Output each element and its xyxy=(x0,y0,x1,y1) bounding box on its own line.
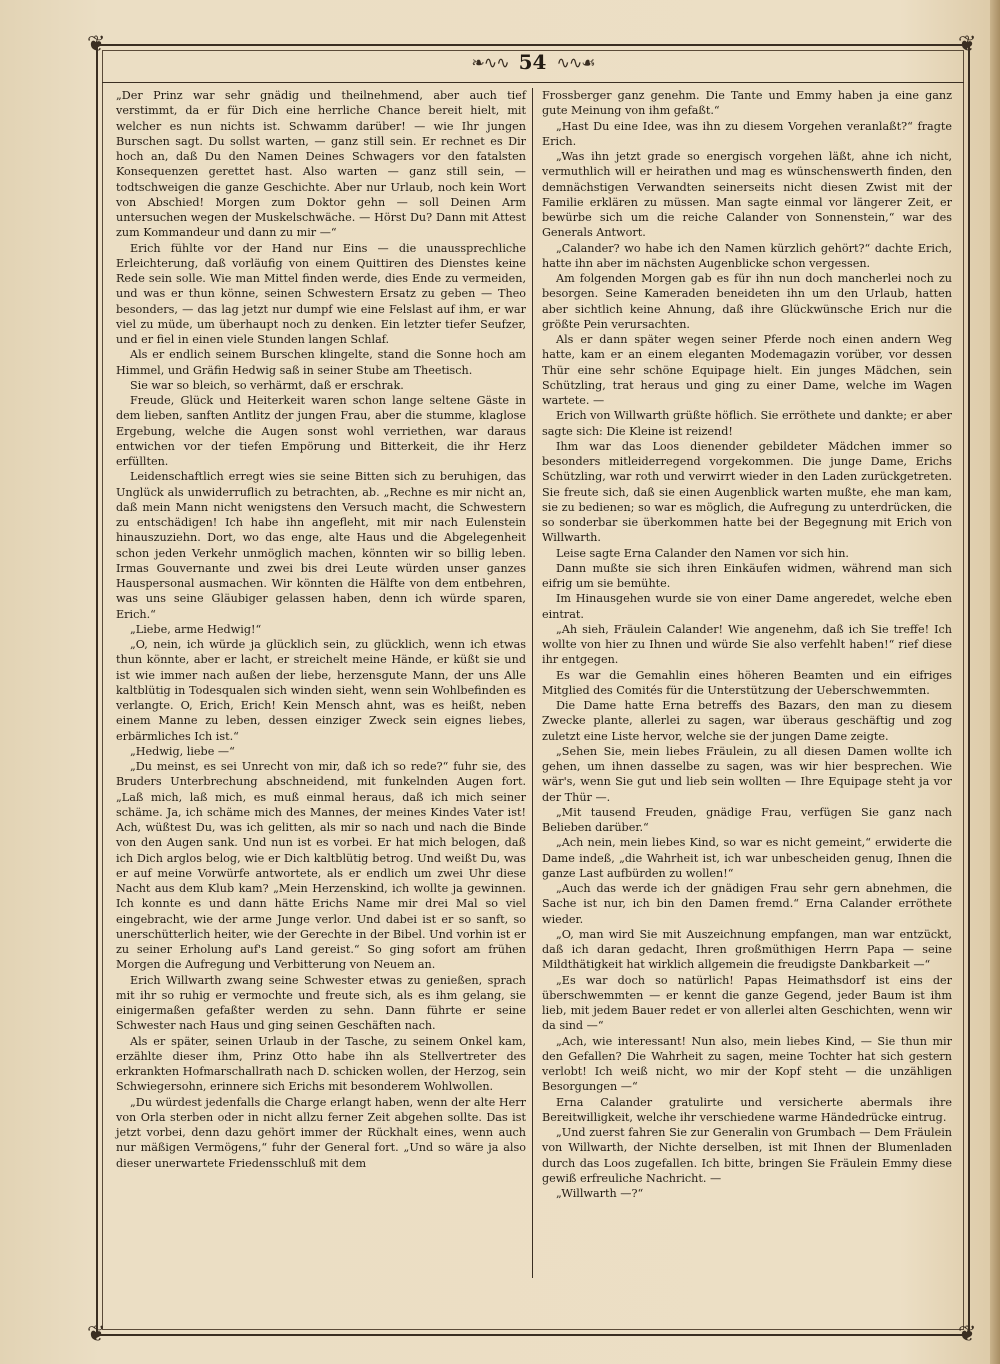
header-ornament-right-icon: ∿∿☙ xyxy=(556,52,595,72)
paragraph: „Mit tausend Freuden, gnädige Frau, verfügen Sie ganz nach Belieben darüber.“ xyxy=(542,805,952,834)
paragraph: Leidenschaftlich erregt wies sie seine Bitten sich zu beruhigen, das Unglück als unwiderruflich zu betrachten, ab. „Rechne es mir nicht an, daß mein Mann nicht wenigstens den Versuch macht, die Schwestern zu entschädigen! Ich habe ihn angefleht, mit mir nach Eulenstein hinauszuziehn. Dort, wo das enge, alte Haus und die Abgelegenheit schon jeden Verkehr unmöglich machen, könnten wir so billig leben. Irmas Gouvernante und zwei bis drei Leute würden unser ganzes Hauspersonal ausmachen. Wir könnten die Hälfte von dem entbehren, was uns seine Gläubiger gelassen haben, denn ich würde sparen, Erich.“ xyxy=(116,470,526,621)
paragraph: „Hedwig, liebe —“ xyxy=(130,744,235,758)
left-column xyxy=(116,88,526,1171)
page-header xyxy=(96,48,970,76)
paragraph: Erich fühlte vor der Hand nur Eins — die unaussprechliche Erleichterung, daß vorläufig von einem Quittiren des Dienstes keine Rede sein solle. Wie man Mittel finden werde, dies Ende zu vermeiden, und was er thun könne, seinen Schwestern Ersatz zu geben — Theo besonders, — das lag jetzt nur dumpf wie eine Felslast auf ihm, er war viel zu müde, um überhaupt noch zu denken. Ein letzter tiefer Seufzer, und er fiel in einen viele Stunden langen Schlaf. xyxy=(116,241,526,346)
paragraph: Ihm war das Loos dienender gebildeter Mädchen immer so besonders mitleiderregend vorgekommen. Die junge Dame, Erichs Schützling, war roth und verwirrt wieder in den Laden zurückgetreten. Sie freute sich, daß sie einen Augenblick warten mußte, ehe man kam, sie zu bedienen; so war es möglich, die Aufregung zu unterdrücken, die so sonderbar sie überkommen hatte bei der Begegnung mit Erich von Willwarth. xyxy=(542,439,952,545)
page-number: 54 xyxy=(518,50,547,74)
corner-ornament-icon: ❦ xyxy=(958,1322,977,1347)
paragraph: „Und zuerst fahren Sie zur Generalin von Grumbach — Dem Fräulein von Willwarth, der Nichte derselben, ist mit Ihnen der Blumenladen durch das Loos zugefallen. Ich bitte, bringen Sie Fräulein Emmy diese gewiß erfreuliche Nachricht. — xyxy=(542,1126,952,1185)
paragraph: Als er endlich seinem Burschen klingelte, stand die Sonne hoch am Himmel, und Gräfin Hedwig saß in seiner Stube am Theetisch. xyxy=(116,348,526,377)
paragraph: „Willwarth —?“ xyxy=(556,1187,644,1200)
paragraph: „Calander? wo habe ich den Namen kürzlich gehört?“ dachte Erich, hatte ihn aber im nächsten Augenblicke schon vergessen. xyxy=(542,241,952,270)
paragraph: Erich Willwarth zwang seine Schwester etwas zu genießen, sprach mit ihr so ruhig er vermochte und freute sich, als es ihm gelang, sie einigermaßen gefaßter werden zu sehn. Dann führte er seine Schwester nach Haus und ging seinen Geschäften nach. xyxy=(116,973,526,1033)
paragraph: „Der Prinz war sehr gnädig und theilnehmend, aber auch tief verstimmt, da er für Dich eine herrliche Chance bereit hielt, mit welcher es nun nichts ist. Schwamm darüber! — wie Ihr jungen Burschen sagt. Du sollst warten, — ganz still sein. Er rechnet es Dir hoch an, daß Du den Namen Deines Schwagers vor den fatalsten Konsequenzen gerettet hast. Also warten — ganz still sein, — todtschweigen die ganze Geschichte. Aber nur Urlaub, noch kein Wort von Abschied! Morgen zum Doktor gehn — soll Deinen Arm untersuchen wegen der Muskelschwäche. — Hörst Du? Dann mit Attest zum Kommandeur und dann zu mir —“ xyxy=(116,89,526,240)
paragraph: Leise sagte Erna Calander den Namen vor sich hin. xyxy=(556,546,849,560)
paragraph: Im Hinausgehen wurde sie von einer Dame angeredet, welche eben eintrat. xyxy=(542,592,952,621)
paragraph: „Ach nein, mein liebes Kind, so war es nicht gemeint,“ erwiderte die Dame indeß, „die Wahrheit ist, ich war unbescheiden genug, Ihnen die ganze Last aufbürden zu wollen!“ xyxy=(542,836,952,880)
paragraph: Als er dann später wegen seiner Pferde noch einen andern Weg hatte, kam er an einem eleganten Modemagazin vorüber, vor dessen Thür eine sehr schöne Equipage hielt. Ein junges Mädchen, sein Schützling, trat heraus und ging zu einer Dame, welche im Wagen wartete. — xyxy=(542,333,952,407)
paragraph: „Ah sieh, Fräulein Calander! Wie angenehm, daß ich Sie treffe! Ich wollte von hier zu Ihnen und würde Sie also verfehlt haben!“ rief diese ihr entgegen. xyxy=(542,622,952,667)
paragraph: „Es war doch so natürlich! Papas Heimathsdorf ist eins der überschwemmten — er kennt die ganze Gegend, jeder Baum ist ihm lieb, mit jedem Bauer redet er von allerlei alten Geschichten, wenn wir da sind —“ xyxy=(542,973,952,1033)
paragraph: Erna Calander gratulirte und versicherte abermals ihre Bereitwilligkeit, welche ihr verschiedene warme Händedrücke eintrug. xyxy=(542,1095,952,1124)
paragraph: „Sehen Sie, mein liebes Fräulein, zu all diesen Damen wollte ich gehen, um ihnen dasselbe zu sagen, was wir hier besprechen. Wie wär's, wenn Sie gut und lieb sein wollten — Ihre Equipage steht ja vor der Thür —. xyxy=(542,744,952,804)
paragraph: „Was ihn jetzt grade so energisch vorgehen läßt, ahne ich nicht, vermuthlich will er heirathen und mag es wünschenswerth finden, den demnächstigen Verwandten seinerseits nicht diesen Zwist mit der Familie erklären zu müssen. Man sagte einmal vor längerer Zeit, er bewürbe sich um die reiche Calander von Sonnenstein,“ war des Generals Antwort. xyxy=(542,150,952,240)
header-ornament-left-icon: ❧∿∿ xyxy=(471,52,509,72)
paragraph: Frossberger ganz genehm. Die Tante und Emmy haben ja eine ganz gute Meinung von ihm gefaßt.“ xyxy=(542,89,952,118)
corner-ornament-icon: ❦ xyxy=(87,32,106,57)
paragraph: „O, nein, ich würde ja glücklich sein, zu glücklich, wenn ich etwas thun könnte, aber er lacht, er streichelt meine Hände, er küßt sie und ist wie immer nach außen der liebe, herzensgute Mann, der uns Alle kaltblütig in Todesqualen sich winden sieht, wenn sein Wohlbefinden es verlangte. O, Erich, Erich! Kein Mensch ahnt, was es heißt, neben einem Manne zu leben, dessen einziger Zweck sein eignes liebes, erbärmliches Ich ist.“ xyxy=(116,638,526,743)
paragraph: Freude, Glück und Heiterkeit waren schon lange seltene Gäste in dem lieben, sanften Antlitz der jungen Frau, aber die stumme, klaglose Ergebung, welche die Augen sonst wohl verriethen, war daraus entwichen vor der tiefen Empörung und Bitterkeit, die ihr Herz erfüllten. xyxy=(116,394,526,468)
paragraph: „Du meinst, es sei Unrecht von mir, daß ich so rede?“ fuhr sie, des Bruders Unterbrechung abschneidend, mit funkelnden Augen fort. „Laß mich, laß mich, es muß einmal heraus, daß ich mich seiner schäme. Ja, ich schäme mich des Mannes, der meines Kindes Vater ist! Ach, wüßtest Du, was ich gelitten, als mir so nach und nach die Binde von den Augen sank. Und nun ist es vorbei. Er hat mich belogen, daß ich Dich arglos belog, wie er Dich kaltblütig betrog. Und weißt Du, was er auf meine Vorwürfe antwortete, als er endlich um zwei Uhr diese Nacht aus dem Klub kam? „Mein Herzenskind, ich wollte ja gewinnen. Ich konnte es und dann hätte Erichs Name mir drei Mal so viel eingebracht, wie der arme Junge verlor. Und dabei ist er so sanft, so unerschütterlich heiter, wie der Gerechte in der Bibel. Und vorhin ist er zu seiner Erholung auf's Land gereist.“ So ging sofort am frühen Morgen die Aufregung und Verbitterung von Neuem an. xyxy=(116,760,526,972)
paragraph: „O, man wird Sie mit Auszeichnung empfangen, man war entzückt, daß ich daran gedacht, Ihren großmüthigen Herrn Papa — seine Mildthätigkeit hat wirklich allgemein die freudigste Dankbarkeit —“ xyxy=(542,927,952,972)
paragraph: Dann mußte sie sich ihren Einkäufen widmen, während man sich eifrig um sie bemühte. xyxy=(542,561,952,590)
right-column xyxy=(542,88,952,1201)
paragraph: Als er später, seinen Urlaub in der Tasche, zu seinem Onkel kam, erzählte dieser ihm, Prinz Otto habe ihn als Stellvertreter des erkrankten Hofmarschallrath nach D. schicken wollen, der Herzog, sein Schwiegersohn, erinnere sich Erichs mit besonderem Wohlwollen. xyxy=(116,1034,526,1094)
paragraph: „Liebe, arme Hedwig!“ xyxy=(130,622,262,636)
corner-ornament-icon: ❦ xyxy=(958,32,977,57)
paragraph: „Ach, wie interessant! Nun also, mein liebes Kind, — Sie thun mir den Gefallen? Die Wahrheit zu sagen, meine Tochter hat sich gestern verlobt! Ich weiß nicht, wo mir der Kopf steht — die unzähligen Besorgungen —“ xyxy=(542,1034,952,1094)
paragraph: Am folgenden Morgen gab es für ihn nun doch mancherlei noch zu besorgen. Seine Kameraden beneideten ihn um den Urlaub, hatten aber sichtlich keine Ahnung, daß ihre Glückwünsche Erich nur die größte Pein verursachten. xyxy=(542,272,952,331)
paragraph: Die Dame hatte Erna betreffs des Bazars, den man zu diesem Zwecke plante, allerlei zu sagen, war überaus geschäftig und zog zuletzt eine Liste hervor, welche sie der jungen Dame zeigte. xyxy=(542,699,952,743)
paragraph: „Du würdest jedenfalls die Charge erlangt haben, wenn der alte Herr von Orla sterben oder in nicht allzu ferner Zeit abgehen sollte. Das ist jetzt vorbei, denn dazu gehört immer der Rückhalt eines, wenn auch nur mäßigen Vermögens,“ fuhr der General fort. „Und so wäre ja also dieser unerwartete Friedensschluß mit dem xyxy=(116,1095,526,1170)
header-rule xyxy=(102,82,964,83)
corner-ornament-icon: ❦ xyxy=(87,1322,106,1347)
paragraph: Sie war so bleich, so verhärmt, daß er erschrak. xyxy=(130,378,404,392)
paragraph: „Hast Du eine Idee, was ihn zu diesem Vorgehen veranlaßt?“ fragte Erich. xyxy=(542,119,952,148)
column-divider xyxy=(532,88,533,1278)
paragraph: Es war die Gemahlin eines höheren Beamten und ein eifriges Mitglied des Comités für die Unterstützung der Ueberschwemmten. xyxy=(542,668,952,697)
paragraph: Erich von Willwarth grüßte höflich. Sie erröthete und dankte; er aber sagte sich: Die Kleine ist reizend! xyxy=(542,409,952,438)
page-spine-shadow xyxy=(990,0,1000,1364)
paragraph: „Auch das werde ich der gnädigen Frau sehr gern abnehmen, die Sache ist nur, ich bin den Damen fremd.“ Erna Calander erröthete wieder. xyxy=(542,882,952,926)
